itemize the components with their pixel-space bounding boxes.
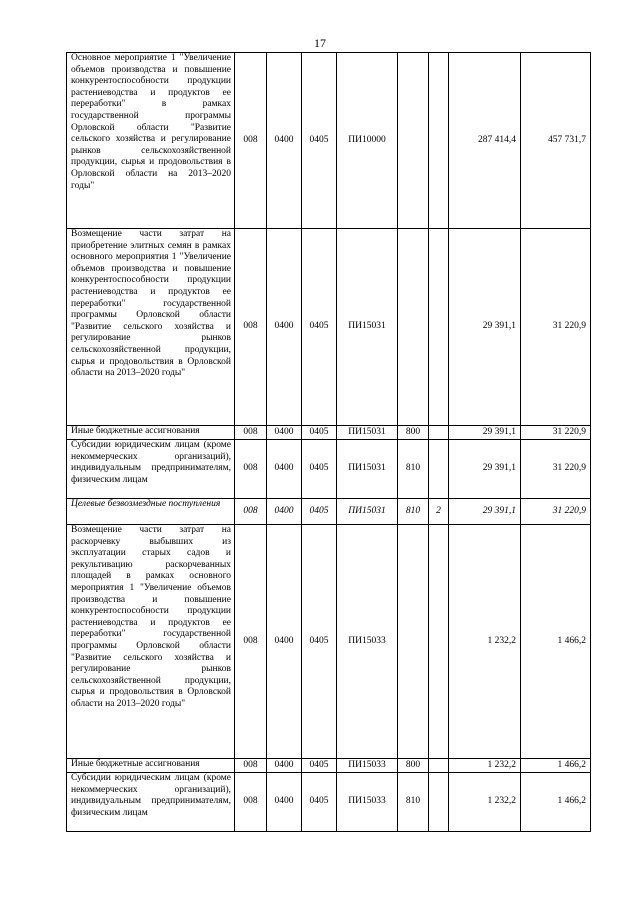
target-article-cell: ПИ15031 [337,426,398,440]
section-code-cell: 0400 [267,773,302,832]
amount-year-2-cell: 457 731,7 [521,53,591,229]
amount-year-2-cell: 1 466,2 [521,773,591,832]
table-row [67,426,591,440]
table-row [67,759,591,773]
gov-code-cell: 008 [235,53,267,229]
expense-type-cell [398,525,429,759]
table-row [67,53,591,229]
amount-year-1-cell: 1 232,2 [449,525,521,759]
expense-type-cell: 810 [398,499,429,525]
gov-code-cell: 008 [235,440,267,499]
target-article-cell: ПИ15033 [337,759,398,773]
table-row [67,525,591,759]
expense-type-cell: 810 [398,440,429,499]
section-code-cell: 0400 [267,53,302,229]
kosgu-code-cell: 2 [429,499,449,525]
section-code-cell: 0400 [267,440,302,499]
target-article-cell: ПИ15033 [337,773,398,832]
item-name-cell: Целевые безвозмездные поступления [67,499,235,525]
kosgu-code-cell [429,53,449,229]
amount-year-1-cell: 1 232,2 [449,773,521,832]
subsection-code-cell: 0405 [302,499,337,525]
target-article-cell: ПИ15033 [337,525,398,759]
subsection-code-cell: 0405 [302,525,337,759]
expense-type-cell [398,53,429,229]
target-article-cell: ПИ15031 [337,499,398,525]
amount-year-1-cell: 1 232,2 [449,759,521,773]
kosgu-code-cell [429,426,449,440]
table-row [67,229,591,426]
target-article-cell: ПИ15031 [337,229,398,426]
table-row [67,440,591,499]
subsection-code-cell: 0405 [302,53,337,229]
subsection-code-cell: 0405 [302,773,337,832]
table-row [67,773,591,832]
subsection-code-cell: 0405 [302,759,337,773]
gov-code-cell: 008 [235,773,267,832]
amount-year-2-cell: 31 220,9 [521,426,591,440]
amount-year-2-cell: 31 220,9 [521,229,591,426]
target-article-cell: ПИ15031 [337,440,398,499]
gov-code-cell: 008 [235,229,267,426]
amount-year-2-cell: 1 466,2 [521,525,591,759]
subsection-code-cell: 0405 [302,229,337,426]
amount-year-1-cell: 29 391,1 [449,440,521,499]
item-name-cell: Субсидии юридическим лицам (кроме некоммерческих организаций), индивидуальным предпринимателям, физическим лицам [67,773,235,832]
section-code-cell: 0400 [267,426,302,440]
amount-year-2-cell: 1 466,2 [521,759,591,773]
section-code-cell: 0400 [267,759,302,773]
amount-year-2-cell: 31 220,9 [521,499,591,525]
table-row [67,499,591,525]
kosgu-code-cell [429,773,449,832]
expense-type-cell [398,229,429,426]
item-name-cell: Субсидии юридическим лицам (кроме некоммерческих организаций), индивидуальным предпринимателям, физическим лицам [67,440,235,499]
amount-year-1-cell: 29 391,1 [449,499,521,525]
subsection-code-cell: 0405 [302,440,337,499]
kosgu-code-cell [429,440,449,499]
gov-code-cell: 008 [235,426,267,440]
target-article-cell: ПИ10000 [337,53,398,229]
item-name-cell: Основное мероприятие 1 "Увеличение объемов производства и повышение конкурентоспособности продукции растениеводства и продуктов ее переработки" в рамках государственной программы Орловской области "Развитие сельского хозяйства и регулирование рынков сельскохозяйственной продукции, сырья и продовольствия в Орловской области на 2013–2020 годы" [67,53,235,229]
section-code-cell: 0400 [267,499,302,525]
kosgu-code-cell [429,229,449,426]
section-code-cell: 0400 [267,229,302,426]
subsection-code-cell: 0405 [302,426,337,440]
expense-type-cell: 800 [398,426,429,440]
kosgu-code-cell [429,759,449,773]
page-number: 17 [314,36,326,50]
gov-code-cell: 008 [235,525,267,759]
expense-type-cell: 800 [398,759,429,773]
item-name-cell: Иные бюджетные ассигнования [67,759,235,773]
item-name-cell: Иные бюджетные ассигнования [67,426,235,440]
budget-table [66,52,591,832]
gov-code-cell: 008 [235,499,267,525]
amount-year-2-cell: 31 220,9 [521,440,591,499]
amount-year-1-cell: 29 391,1 [449,229,521,426]
item-name-cell: Возмещение части затрат на приобретение элитных семян в рамках основного мероприятия 1 "Увеличение объемов производства и повышение конкурентоспособности продукции растениеводства и продуктов ее переработки" государственной программы Орловской области "Развитие сельского хозяйства и регулирование рынков сельскохозяйственной продукции, сырья и продовольствия в Орловской области на 2013–2020 годы" [67,229,235,426]
gov-code-cell: 008 [235,759,267,773]
section-code-cell: 0400 [267,525,302,759]
kosgu-code-cell [429,525,449,759]
amount-year-1-cell: 29 391,1 [449,426,521,440]
expense-type-cell: 810 [398,773,429,832]
amount-year-1-cell: 287 414,4 [449,53,521,229]
item-name-cell: Возмещение части затрат на раскорчевку выбывших из эксплуатации старых садов и рекультивацию раскорчеванных площадей в рамках основного мероприятия 1 "Увеличение объемов производства и повышение конкурентоспособности продукции растениеводства и продуктов ее переработки" государственной программы Орловской области "Развитие сельского хозяйства и регулирование рынков сельскохозяйственной продукции, сырья и продовольствия в Орловской области на 2013–2020 годы" [67,525,235,759]
